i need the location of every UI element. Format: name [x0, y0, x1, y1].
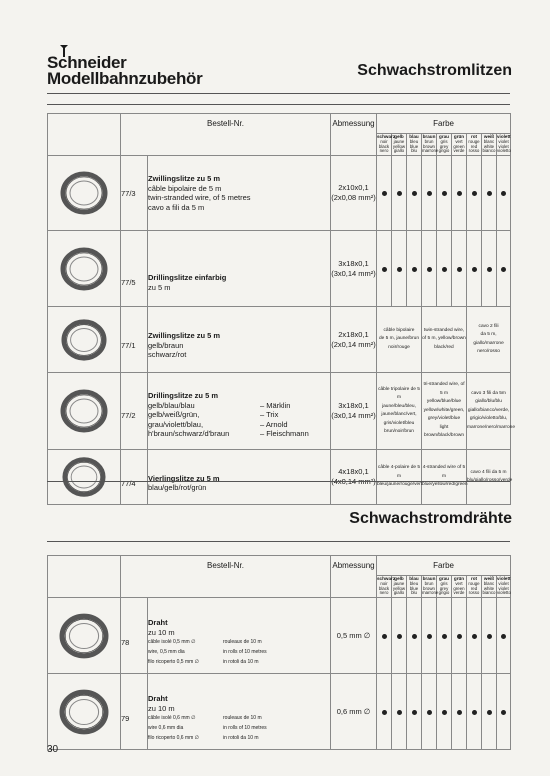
color-word: rouge	[468, 580, 480, 586]
coil-image	[48, 156, 121, 231]
coil-image	[48, 231, 121, 307]
desc-left: filo ricoperto 0,6 mm ∅	[148, 735, 200, 741]
desc-right: in rolls of 10 metres	[223, 725, 267, 731]
color-word: bianco	[482, 590, 496, 596]
dimension-line2: (2x0,08 mm²)	[331, 193, 376, 202]
order-number: 77/3	[121, 156, 148, 231]
color-word: blanc	[483, 138, 495, 144]
note-line: cavo 4 fili da 5 m	[470, 469, 507, 475]
note-it	[467, 307, 511, 373]
color-dot	[377, 674, 392, 750]
color-header-grün	[452, 134, 467, 156]
desc-line	[148, 637, 330, 647]
color-header-blau	[407, 576, 422, 598]
desc-line	[148, 429, 330, 439]
color-header-grau	[437, 134, 452, 156]
note-line: câble tripolaire de 5 m	[378, 386, 420, 400]
color-word: blue	[409, 143, 419, 149]
desc-line: schwarz/rot	[148, 350, 187, 360]
color-word: grey	[439, 585, 449, 591]
order-number: 77/4	[121, 450, 148, 505]
color-dot	[482, 674, 497, 750]
coil-image	[48, 373, 121, 450]
note-fr	[377, 450, 422, 505]
color-word: green	[453, 143, 465, 149]
note-line: jaune/bleu/bleu,	[382, 403, 416, 409]
product-title: Zwillingslitze zu 5 m	[148, 331, 221, 341]
color-word: black	[378, 143, 390, 149]
coil-image	[48, 450, 121, 505]
color-word: weiß	[483, 576, 495, 582]
color-dot	[392, 156, 407, 231]
color-word: verde	[453, 148, 465, 154]
color-word: grau	[439, 134, 449, 140]
divider	[47, 93, 510, 94]
note-fr	[377, 307, 422, 373]
product-title: Zwillingslitze zu 5 m	[148, 174, 221, 183]
color-word: violet	[498, 580, 509, 586]
product-description	[148, 598, 331, 674]
color-word: marrone	[422, 590, 439, 596]
color-word: giallo	[393, 590, 405, 596]
coil-image	[48, 307, 121, 373]
dimension-line2: (3x0,14 mm²)	[331, 411, 376, 420]
color-word: noir	[380, 580, 388, 586]
product-description	[148, 231, 331, 307]
color-dot	[467, 156, 482, 231]
desc-line	[148, 723, 330, 733]
color-word: violett	[497, 134, 511, 140]
color-word: noir	[380, 138, 388, 144]
color-header-rot	[467, 576, 482, 598]
color-word: schwarz	[377, 134, 396, 140]
note-line: twin-stranded wire,	[423, 327, 465, 333]
dimension: 0,5 mm ∅	[331, 598, 377, 674]
color-combo: gelb/weiß/grün,	[148, 410, 200, 420]
note-line: giallo/bianco/verde,	[467, 407, 510, 413]
product-title: Drillingslitze zu 5 m	[148, 391, 219, 401]
color-word: violet	[498, 585, 509, 591]
note-line: câble bipolaire	[383, 327, 415, 333]
color-dot	[392, 598, 407, 674]
desc-right: in rotoli da 10 m	[223, 735, 259, 741]
note-line: grigio/violetto/blu,	[469, 416, 508, 422]
desc-line	[148, 733, 330, 743]
table-row	[48, 373, 511, 450]
color-dot	[452, 674, 467, 750]
farbe-header: Farbe	[377, 114, 511, 134]
color-word: vert	[455, 580, 463, 586]
product-title: Draht	[148, 618, 168, 627]
color-word: violett	[497, 576, 511, 582]
color-word: white	[483, 585, 495, 591]
divider	[47, 541, 510, 542]
desc-line: cavo a fili da 5 m	[148, 202, 205, 212]
desc-line	[148, 713, 330, 723]
color-dot	[497, 231, 511, 307]
color-word: grey	[439, 143, 449, 149]
color-dot	[437, 231, 452, 307]
color-word: rosso	[468, 590, 480, 596]
table-row	[48, 307, 511, 373]
order-number: 77/1	[121, 307, 148, 373]
color-dot	[407, 156, 422, 231]
color-header-weiß	[482, 576, 497, 598]
color-word: yellow	[392, 143, 406, 149]
brand: – Fleischmann	[260, 429, 309, 439]
color-dot	[377, 231, 392, 307]
note-line: brun/noir/brun	[384, 429, 414, 434]
note-line: nero/rosso	[477, 349, 500, 354]
desc-line: zu 10 m	[148, 627, 175, 637]
color-dot	[437, 674, 452, 750]
dimension-line1: 3x18x0,1	[338, 401, 369, 410]
color-dot	[392, 231, 407, 307]
desc-line	[148, 420, 330, 430]
image-header	[48, 114, 121, 156]
color-word: grau	[439, 576, 449, 582]
color-word: rot	[470, 134, 478, 140]
coil-image	[48, 674, 121, 750]
color-word: bleu	[409, 580, 419, 586]
table-row	[48, 156, 511, 231]
color-header-gelb	[392, 576, 407, 598]
note-line: noir/rouge	[388, 344, 410, 350]
color-word: weiß	[483, 134, 495, 140]
color-word: blanc	[483, 580, 495, 586]
desc-line	[148, 647, 330, 657]
note-line: gris/violet/bleu	[383, 420, 415, 426]
color-dot	[482, 231, 497, 307]
color-header-braun	[422, 576, 437, 598]
note-line: blu/giallo/rosso/verde	[467, 478, 513, 483]
color-word: violet	[498, 143, 509, 149]
color-word: grün	[453, 576, 465, 582]
color-dot	[437, 156, 452, 231]
color-word: grigio	[438, 148, 450, 154]
color-header-gelb	[392, 134, 407, 156]
desc-line: twin-stranded wire, of 5 metres	[148, 193, 251, 202]
color-header-rot	[467, 134, 482, 156]
note-line: bleu/jaune/rouge/vert	[377, 482, 423, 488]
color-dot	[452, 231, 467, 307]
color-word: grigio	[438, 590, 450, 596]
desc-line: gelb/braun	[148, 340, 184, 350]
color-word: blu	[411, 148, 417, 154]
color-combo: gelb/blau/blau	[148, 400, 195, 410]
dimension-line2: (3x0,14 mm²)	[331, 268, 376, 278]
color-word: brown	[423, 585, 435, 591]
color-word: gris	[440, 138, 448, 144]
product-description	[148, 156, 331, 231]
color-word: grün	[453, 134, 465, 140]
note-line: of 5 m, yellow/brown	[422, 336, 466, 342]
color-dot	[422, 598, 437, 674]
color-dot	[452, 156, 467, 231]
desc-right: in rolls of 10 metres	[223, 649, 267, 655]
color-dot	[482, 598, 497, 674]
coil-image	[48, 598, 121, 674]
product-title: Vierlingslitze zu 5 m	[148, 473, 220, 483]
dimension	[331, 450, 377, 505]
color-dot	[407, 598, 422, 674]
color-word: brun	[424, 580, 434, 586]
desc-left: câble isolé 0,5 mm ∅	[148, 639, 196, 645]
note-line: grey/violet/blue	[427, 416, 461, 422]
color-header-schwarz	[377, 134, 396, 156]
color-word: verde	[453, 590, 465, 596]
brand: – Trix	[260, 410, 279, 420]
note-line: giallo/blu/blu	[475, 399, 502, 405]
logo-line1: Schneider	[47, 53, 127, 72]
color-word: blau	[409, 576, 419, 582]
color-word: blu	[411, 590, 417, 596]
color-dot	[422, 674, 437, 750]
color-word: gris	[440, 580, 448, 586]
order-number: 78	[121, 598, 148, 674]
desc-left: wire, 0,5 mm dia	[148, 649, 185, 655]
color-word: bianco	[482, 148, 496, 154]
note-it	[467, 450, 511, 505]
note-line: da 5 m, giallo/marrone	[473, 332, 504, 346]
desc-right: rouleaux de 10 m	[223, 639, 262, 645]
note-line: yellow/blue/blue	[426, 399, 462, 405]
note-fr	[377, 373, 422, 450]
divider	[47, 104, 510, 105]
note-line: marrone/nero/marrone	[467, 424, 515, 430]
table-row	[48, 674, 511, 750]
color-word: black	[378, 585, 390, 591]
color-header-blau	[407, 134, 422, 156]
abmessung-header: Abmessung	[331, 114, 377, 156]
brand: – Märklin	[260, 400, 291, 410]
litzen-table	[47, 113, 515, 505]
abmessung-header: Abmessung	[331, 556, 377, 598]
color-word: braun	[422, 576, 436, 582]
color-word: schwarz	[377, 576, 396, 582]
color-word: jaune	[393, 580, 405, 586]
color-word: brown	[423, 143, 435, 149]
note-en	[422, 373, 467, 450]
color-dot	[467, 231, 482, 307]
dimension-line2: (4x0,14 mm²)	[331, 477, 376, 486]
color-word: yellow	[392, 585, 406, 591]
color-word: vert	[455, 138, 463, 144]
dimension: 0,6 mm ∅	[331, 674, 377, 750]
note-line: jaune/blanc/vert,	[381, 412, 417, 417]
product-description	[148, 307, 331, 373]
color-dot	[407, 674, 422, 750]
note-line: 4-stranded wire of 5 m	[422, 465, 466, 479]
dimension-line1: 3x18x0,1	[338, 258, 369, 268]
color-dot	[467, 598, 482, 674]
color-word: giallo	[393, 148, 405, 154]
color-word: rouge	[468, 138, 480, 144]
color-dot	[422, 231, 437, 307]
product-title: Drillingslitze einfarbig	[148, 273, 227, 282]
color-word: gelb	[394, 134, 404, 140]
brand: – Arnold	[260, 419, 288, 429]
desc-right: in rotoli da 10 m	[223, 659, 259, 665]
section2-title: Schwachstromdrähte	[349, 510, 512, 527]
color-word: marrone	[422, 148, 439, 154]
image-header	[48, 556, 121, 598]
color-word: braun	[422, 134, 436, 140]
color-dot	[497, 156, 511, 231]
dimension-line1: 4x18x0,1	[338, 467, 369, 476]
color-combo: h'braun/schwarz/d'braun	[148, 429, 230, 439]
dimension	[331, 307, 377, 373]
page-number: 30	[47, 744, 59, 755]
dimension	[331, 373, 377, 450]
color-header-grün	[452, 576, 467, 598]
product-title: Draht	[148, 694, 168, 703]
note-line: blue/yellow/red/green	[422, 482, 468, 488]
desc-line: câble bipolaire de 5 m	[148, 183, 222, 193]
desc-line: blau/gelb/rot/grün	[148, 483, 207, 492]
note-en	[422, 307, 467, 373]
color-word: nero	[379, 590, 389, 596]
logo-line2: Modellbahnzubehör	[47, 69, 203, 88]
note-line: tri-stranded wire, of 5 m	[423, 382, 465, 396]
color-header-violett	[497, 134, 511, 156]
color-dot	[392, 674, 407, 750]
color-dot	[422, 156, 437, 231]
desc-left: wire 0,6 mm dia	[148, 725, 184, 731]
dimension-line1: 2x10x0,1	[338, 183, 369, 192]
desc-line: zu 5 m	[148, 282, 171, 292]
divider	[47, 481, 510, 482]
color-dot	[482, 156, 497, 231]
note-line: black/red	[434, 344, 454, 350]
color-dot	[377, 598, 392, 674]
color-word: violetto	[497, 590, 511, 596]
note-line: câble 4-polaire de 5 m	[377, 465, 421, 479]
dimension	[331, 231, 377, 307]
product-description	[148, 674, 331, 750]
note-line: de 5 m, jaune/brun	[378, 336, 419, 342]
desc-line	[148, 401, 330, 411]
desc-right: rouleaux de 10 m	[223, 715, 262, 721]
color-word: bleu	[409, 138, 419, 144]
color-header-weiß	[482, 134, 497, 156]
color-word: rosso	[468, 148, 480, 154]
color-dot	[437, 598, 452, 674]
color-dot	[452, 598, 467, 674]
color-word: jaune	[393, 138, 405, 144]
color-word: red	[470, 143, 478, 149]
note-line: yellow/white/green,	[423, 407, 465, 413]
table-row	[48, 450, 511, 505]
draehte-table	[47, 555, 511, 750]
dimension	[331, 156, 377, 231]
color-word: gelb	[394, 576, 404, 582]
section1-title: Schwachstromlitzen	[357, 62, 512, 79]
color-dot	[377, 156, 392, 231]
table-row	[48, 231, 511, 307]
color-dot	[407, 231, 422, 307]
bestell-header: Bestell-Nr.	[121, 556, 331, 598]
color-word: blau	[409, 134, 419, 140]
dimension-line1: 2x18x0,1	[338, 329, 369, 339]
color-word: blue	[409, 585, 419, 591]
note-line: light brown/black/brown	[424, 424, 464, 439]
color-dot	[467, 674, 482, 750]
order-number: 79	[121, 674, 148, 750]
color-header-grau	[437, 576, 452, 598]
desc-left: câble isolé 0,6 mm ∅	[148, 715, 196, 721]
color-dot	[497, 598, 511, 674]
product-description	[148, 373, 331, 450]
desc-line: zu 10 m	[148, 703, 175, 713]
bestell-header: Bestell-Nr.	[121, 114, 331, 156]
color-word: nero	[379, 148, 389, 154]
desc-line	[148, 410, 330, 420]
order-number: 77/5	[121, 231, 148, 307]
desc-left: filo ricoperto 0,5 mm ∅	[148, 659, 200, 665]
color-word: green	[453, 585, 465, 591]
note-it	[467, 373, 515, 450]
table-row	[48, 598, 511, 674]
color-combo: grau/violett/blau,	[148, 419, 204, 429]
color-word: brun	[424, 138, 434, 144]
dimension-line2: (2x0,14 mm²)	[331, 339, 376, 349]
color-word: red	[470, 585, 478, 591]
order-number: 77/2	[121, 373, 148, 450]
note-line: cavo 3 fili da 5m	[471, 390, 506, 396]
color-header-violett	[497, 576, 511, 598]
color-word: violet	[498, 138, 509, 144]
product-description	[148, 450, 331, 505]
color-word: rot	[470, 576, 478, 582]
color-word: violetto	[497, 148, 511, 154]
color-dot	[497, 674, 511, 750]
desc-line	[148, 657, 330, 667]
farbe-header: Farbe	[377, 556, 511, 576]
color-word: white	[483, 143, 495, 149]
color-header-schwarz	[377, 576, 396, 598]
note-en	[422, 450, 467, 505]
color-header-braun	[422, 134, 437, 156]
note-line: cavo 2 fili	[478, 323, 499, 329]
